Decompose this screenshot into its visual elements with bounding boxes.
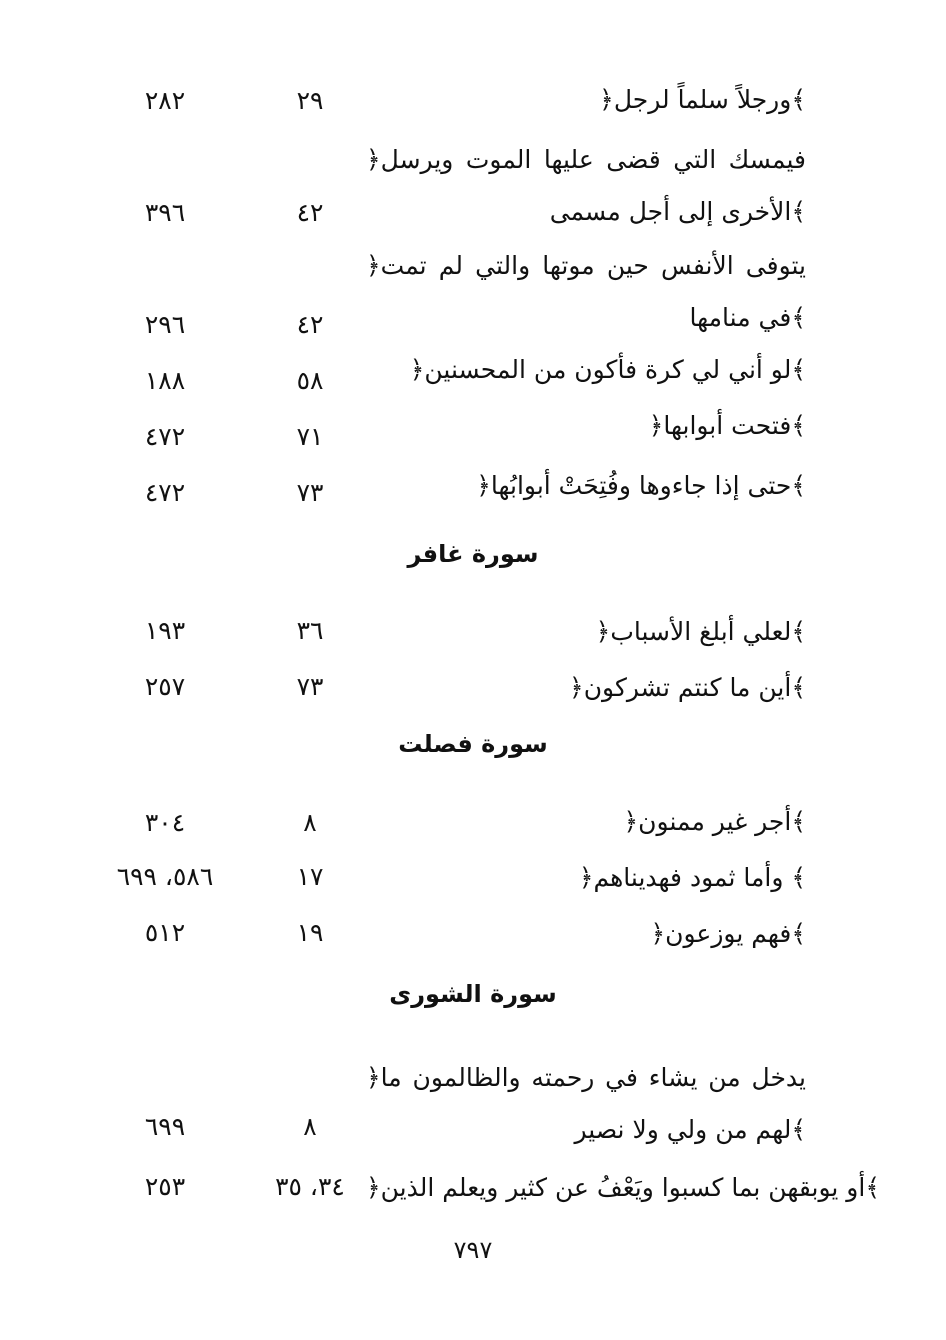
ayah-number: ٢٩ bbox=[296, 86, 324, 115]
page-reference: ٢٩٦ bbox=[144, 310, 186, 339]
page-number: ٧٩٧ bbox=[453, 1236, 493, 1264]
ayah-number: ٧٣ bbox=[296, 478, 324, 507]
verse-text: ﴿ورجلاً سلماً لرجل﴾ bbox=[599, 85, 806, 114]
verse-text: ﴿لعلي أبلغ الأسباب﴾ bbox=[595, 617, 806, 646]
ayah-number: ١٩ bbox=[296, 918, 324, 947]
page-reference: ٥١٢ bbox=[144, 918, 186, 947]
ayah-number: ٣٤، ٣٥ bbox=[275, 1172, 345, 1201]
surah-heading: سورة الشورى bbox=[389, 980, 557, 1008]
page-reference: ١٩٣ bbox=[144, 616, 186, 645]
ayah-number: ٨ bbox=[303, 808, 317, 837]
ayah-number: ٧١ bbox=[296, 422, 324, 451]
page-reference: ٢٥٣ bbox=[144, 1172, 186, 1201]
page-reference: ٤٧٢ bbox=[144, 478, 186, 507]
verse-text: ﴿وأما ثمود فهديناهم ﴾ bbox=[578, 863, 806, 892]
page-reference: ٤٧٢ bbox=[144, 422, 186, 451]
verse-text: ﴿لو أني لي كرة فأكون من المحسنين﴾ bbox=[409, 355, 806, 384]
verse-text: ﴿فتحت أبوابها﴾ bbox=[648, 411, 806, 440]
verse-text: ﴿يتوفى الأنفس حين موتها والتي لم تمت في منامها﴾ bbox=[366, 251, 806, 332]
surah-heading: سورة غافر bbox=[407, 540, 539, 568]
ayah-number: ١٧ bbox=[296, 862, 324, 891]
page-reference: ٥٨٦، ٦٩٩ bbox=[116, 862, 214, 891]
page-reference: ٦٩٩ bbox=[144, 1112, 186, 1141]
page-reference: ٣٩٦ bbox=[144, 198, 186, 227]
ayah-number: ٤٢ bbox=[296, 198, 324, 227]
verse-text: ﴿يدخل من يشاء في رحمته والظالمون ما لهم من ولي ولا نصير﴾ bbox=[366, 1063, 806, 1144]
page-reference: ١٨٨ bbox=[144, 366, 186, 395]
ayah-number: ٧٣ bbox=[296, 672, 324, 701]
ayah-number: ٥٨ bbox=[296, 366, 324, 395]
ayah-number: ٤٢ bbox=[296, 310, 324, 339]
verse-text: ﴿فهم يوزعون﴾ bbox=[650, 919, 806, 948]
page-reference: ٣٠٤ bbox=[144, 808, 186, 837]
ayah-number: ٨ bbox=[303, 1112, 317, 1141]
verse-text: ﴿أو يوبقهن بما كسبوا ويَعْفُ عن كثير ويعلم الذين﴾ bbox=[366, 1173, 880, 1202]
verse-text: ﴿أجر غير ممنون﴾ bbox=[623, 807, 806, 836]
verse-text: ﴿فيمسك التي قضى عليها الموت ويرسل الأخرى إلى أجل مسمى﴾ bbox=[366, 145, 806, 226]
page-reference: ٢٥٧ bbox=[144, 672, 186, 701]
ayah-number: ٣٦ bbox=[296, 616, 324, 645]
verse-text: ﴿حتى إذا جاءوها وفُتِحَتْ أبوابُها﴾ bbox=[476, 471, 806, 500]
surah-heading: سورة فصلت bbox=[398, 730, 548, 758]
page-reference: ٢٨٢ bbox=[144, 86, 186, 115]
verse-text: ﴿أين ما كنتم تشركون﴾ bbox=[569, 673, 806, 702]
